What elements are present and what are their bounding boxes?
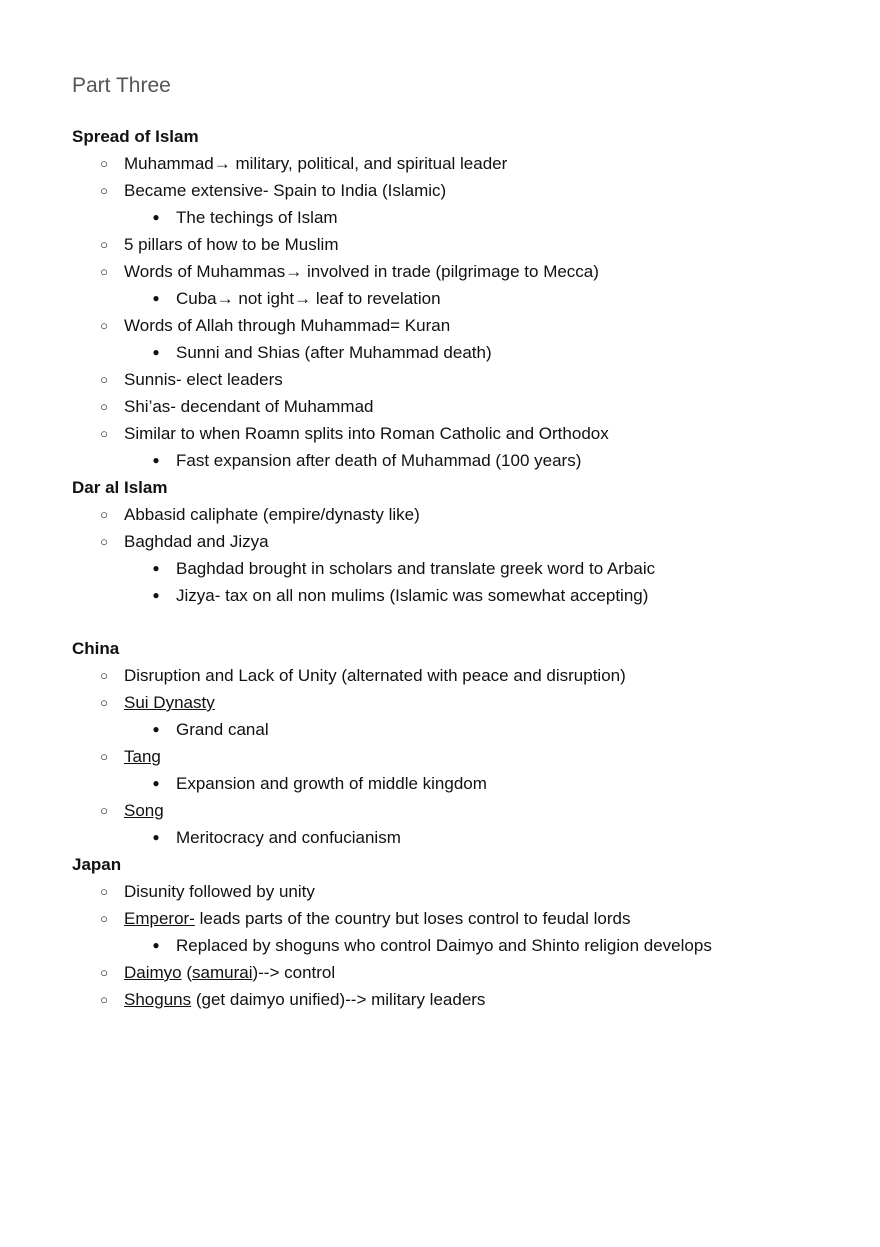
document-page bbox=[72, 70, 862, 1013]
hollow-circle-bullet-icon: ○ bbox=[100, 965, 108, 980]
list-item-text: Disruption and Lack of Unity (alternated with peace and disruption) bbox=[124, 666, 626, 685]
list-item-text: Fast expansion after death of Muhammad (100 years) bbox=[176, 451, 582, 470]
hollow-circle-bullet-icon: ○ bbox=[100, 183, 108, 198]
list-item bbox=[72, 986, 862, 1013]
filled-circle-bullet-icon: ● bbox=[152, 291, 160, 305]
list-item-text: )--> control bbox=[252, 963, 336, 982]
list-item-text: Jizya- tax on all non mulims (Islamic was somewhat accepting) bbox=[176, 586, 649, 605]
list-item-text: Cuba→ not ight→ leaf to revelation bbox=[176, 289, 441, 308]
underlined-term-sui-dynasty: Sui Dynasty bbox=[124, 693, 215, 712]
hollow-circle-bullet-icon: ○ bbox=[100, 668, 108, 683]
hollow-circle-bullet-icon: ○ bbox=[100, 911, 108, 926]
list-item-text: ( bbox=[181, 963, 193, 982]
list-item bbox=[72, 393, 862, 420]
list-item-text: Words of Muhammas→ involved in trade (pilgrimage to Mecca) bbox=[124, 262, 599, 281]
list-item bbox=[72, 555, 862, 582]
list-item-text: Sunnis- elect leaders bbox=[124, 370, 283, 389]
underlined-term-samurai: samurai bbox=[192, 963, 253, 982]
list-item bbox=[72, 716, 862, 743]
hollow-circle-bullet-icon: ○ bbox=[100, 237, 108, 252]
filled-circle-bullet-icon: ● bbox=[152, 210, 160, 224]
list-item bbox=[72, 689, 862, 716]
underlined-term-shoguns: Shoguns bbox=[124, 990, 192, 1009]
list-item-text: Baghdad brought in scholars and translate greek word to Arbaic bbox=[176, 559, 656, 578]
list-item bbox=[72, 932, 862, 959]
list-item-text: Muhammad→ military, political, and spiritual leader bbox=[124, 154, 508, 173]
list-item bbox=[72, 177, 862, 204]
section-heading-dar-al-islam: Dar al Islam bbox=[72, 478, 168, 497]
list-item bbox=[72, 150, 862, 177]
hollow-circle-bullet-icon: ○ bbox=[100, 156, 108, 171]
list-item-text: leads parts of the country but loses control to feudal lords bbox=[194, 909, 631, 928]
filled-circle-bullet-icon: ● bbox=[152, 830, 160, 844]
list-item bbox=[72, 447, 862, 474]
list-item-text: 5 pillars of how to be Muslim bbox=[124, 235, 339, 254]
list-item bbox=[72, 366, 862, 393]
list-item-text: Expansion and growth of middle kingdom bbox=[176, 774, 487, 793]
list-item bbox=[72, 312, 862, 339]
list-item bbox=[72, 905, 862, 932]
list-item bbox=[72, 662, 862, 689]
hollow-circle-bullet-icon: ○ bbox=[100, 426, 108, 441]
section-heading-china: China bbox=[72, 639, 120, 658]
hollow-circle-bullet-icon: ○ bbox=[100, 992, 108, 1007]
list-item-text: Similar to when Roamn splits into Roman Catholic and Orthodox bbox=[124, 424, 609, 443]
list-item bbox=[72, 258, 862, 285]
filled-circle-bullet-icon: ● bbox=[152, 722, 160, 736]
section-heading-spread-of-islam: Spread of Islam bbox=[72, 127, 199, 146]
list-item-text: Meritocracy and confucianism bbox=[176, 828, 401, 847]
hollow-circle-bullet-icon: ○ bbox=[100, 534, 108, 549]
list-item bbox=[72, 231, 862, 258]
hollow-circle-bullet-icon: ○ bbox=[100, 264, 108, 279]
list-item bbox=[72, 528, 862, 555]
list-item bbox=[72, 797, 862, 824]
list-item-text: Replaced by shoguns who control Daimyo and Shinto religion develops bbox=[176, 936, 712, 955]
list-item bbox=[72, 285, 862, 312]
list-item bbox=[72, 770, 862, 797]
filled-circle-bullet-icon: ● bbox=[152, 938, 160, 952]
hollow-circle-bullet-icon: ○ bbox=[100, 318, 108, 333]
page-title: Part Three bbox=[72, 74, 171, 97]
list-item bbox=[72, 204, 862, 231]
list-item bbox=[72, 582, 862, 609]
list-item bbox=[72, 824, 862, 851]
list-item bbox=[72, 339, 862, 366]
filled-circle-bullet-icon: ● bbox=[152, 345, 160, 359]
hollow-circle-bullet-icon: ○ bbox=[100, 372, 108, 387]
underlined-term-daimyo: Daimyo bbox=[124, 963, 182, 982]
list-item bbox=[72, 501, 862, 528]
hollow-circle-bullet-icon: ○ bbox=[100, 399, 108, 414]
list-item-text: Disunity followed by unity bbox=[124, 882, 315, 901]
list-item bbox=[72, 878, 862, 905]
list-item bbox=[72, 959, 862, 986]
list-item bbox=[72, 420, 862, 447]
filled-circle-bullet-icon: ● bbox=[152, 453, 160, 467]
filled-circle-bullet-icon: ● bbox=[152, 561, 160, 575]
list-item-text: (get daimyo unified)--> military leaders bbox=[191, 990, 486, 1009]
hollow-circle-bullet-icon: ○ bbox=[100, 884, 108, 899]
list-item-text: Grand canal bbox=[176, 720, 269, 739]
hollow-circle-bullet-icon: ○ bbox=[100, 695, 108, 710]
list-item-text: The techings of Islam bbox=[176, 208, 338, 227]
hollow-circle-bullet-icon: ○ bbox=[100, 803, 108, 818]
filled-circle-bullet-icon: ● bbox=[152, 776, 160, 790]
list-item-text: Sunni and Shias (after Muhammad death) bbox=[176, 343, 492, 362]
list-item-text: Baghdad and Jizya bbox=[124, 532, 269, 551]
underlined-term-song: Song bbox=[124, 801, 164, 820]
section-heading-japan: Japan bbox=[72, 855, 122, 874]
list-item-text: Abbasid caliphate (empire/dynasty like) bbox=[124, 505, 420, 524]
hollow-circle-bullet-icon: ○ bbox=[100, 749, 108, 764]
hollow-circle-bullet-icon: ○ bbox=[100, 507, 108, 522]
filled-circle-bullet-icon: ● bbox=[152, 588, 160, 602]
paragraph-spacer bbox=[72, 609, 862, 635]
underlined-term-emperor: Emperor- bbox=[124, 909, 195, 928]
underlined-term-tang: Tang bbox=[124, 747, 161, 766]
list-item-text: Shi’as- decendant of Muhammad bbox=[124, 397, 374, 416]
list-item bbox=[72, 743, 862, 770]
list-item-text: Words of Allah through Muhammad= Kuran bbox=[124, 316, 451, 335]
list-item-text: Became extensive- Spain to India (Islamic) bbox=[124, 181, 447, 200]
